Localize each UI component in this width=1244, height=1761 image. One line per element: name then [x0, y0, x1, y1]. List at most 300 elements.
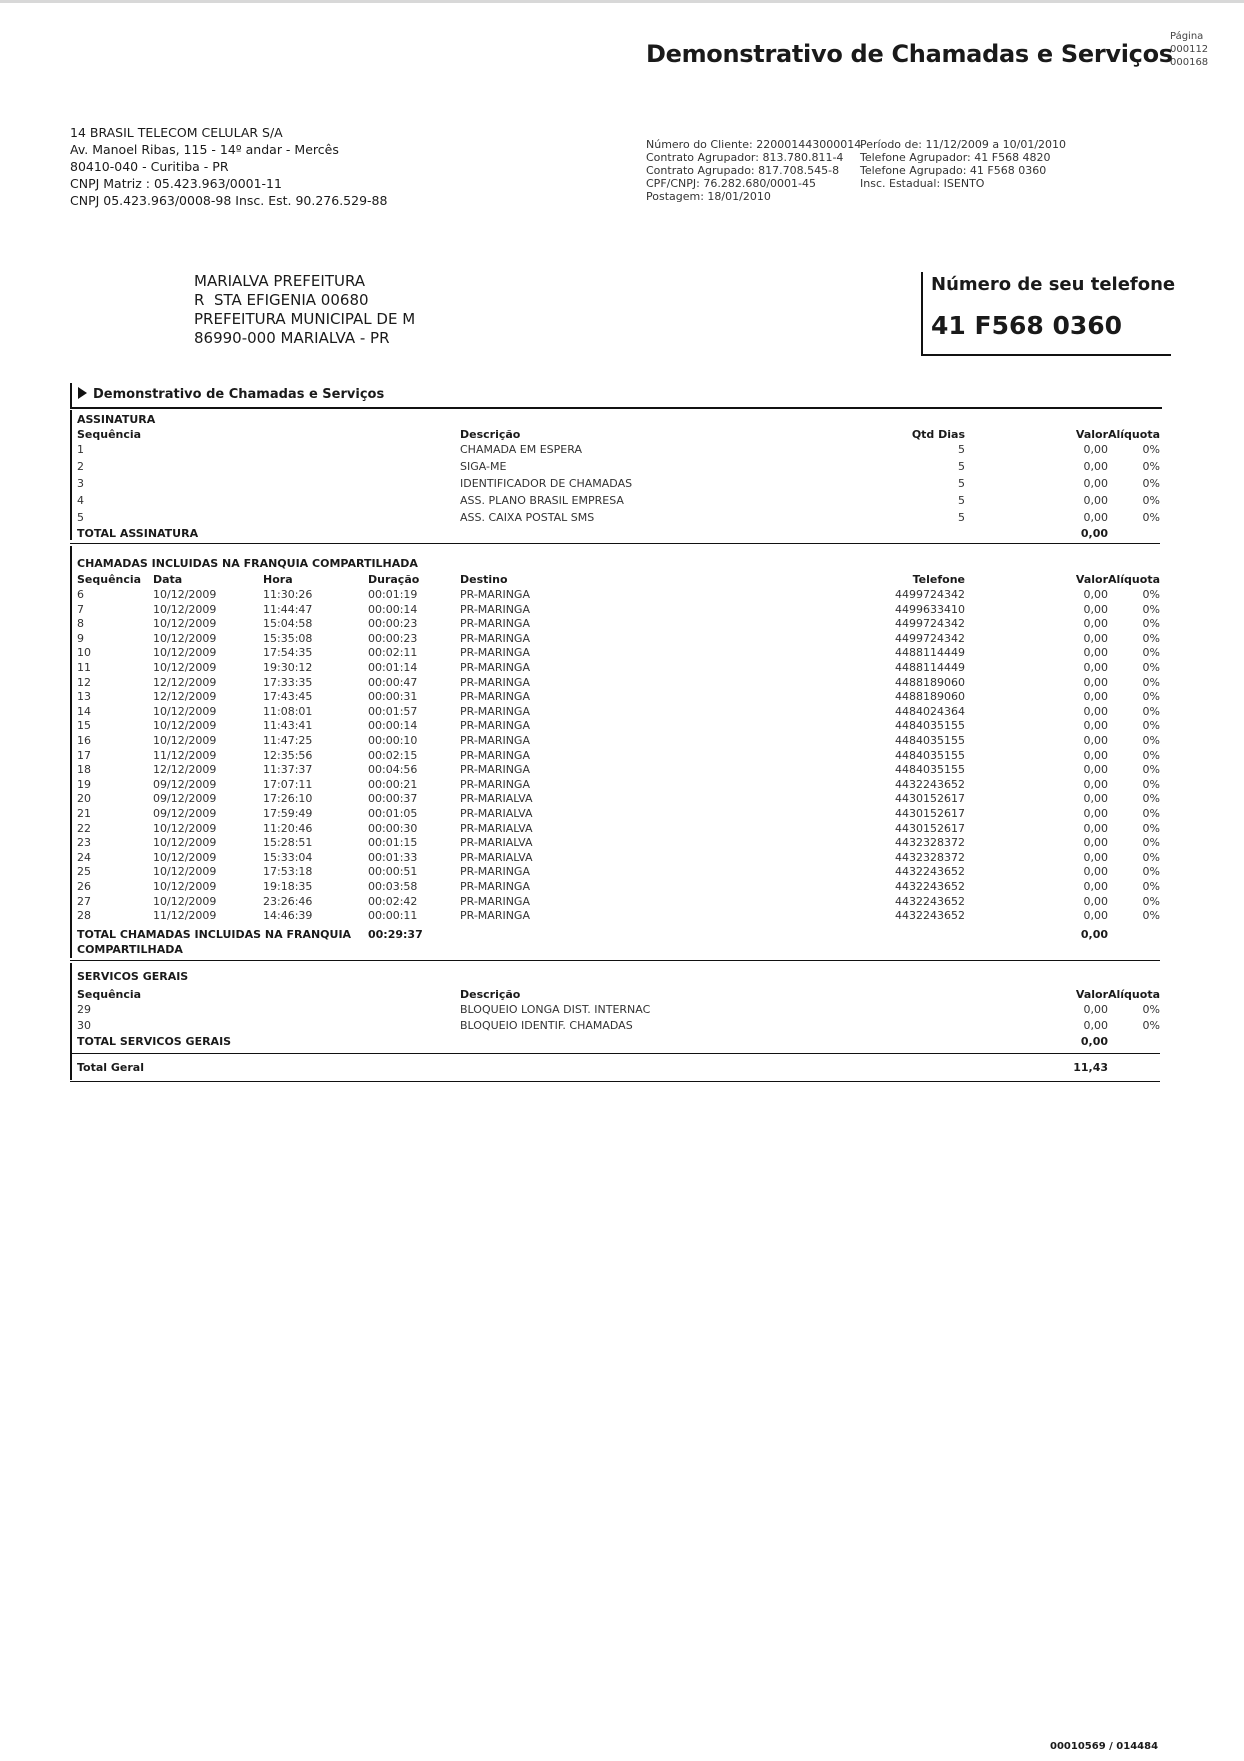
- cell-valor: 0,00: [1083, 748, 1108, 762]
- cell-telefone: 4484035155: [895, 719, 965, 733]
- col-qtd-header: Qtd Dias: [911, 428, 965, 441]
- cell-data: 10/12/2009: [153, 821, 217, 835]
- cell-seq: 1: [77, 443, 84, 456]
- cell-seq: 19: [77, 777, 91, 791]
- cell-destino: PR-MARINGA: [460, 602, 530, 616]
- cell-aliquota: 0%: [1142, 865, 1160, 879]
- table-row: [70, 510, 1160, 525]
- cell-duracao: 00:00:31: [368, 690, 418, 704]
- cell-duracao: 00:01:33: [368, 850, 418, 864]
- cell-aliquota: 0%: [1142, 748, 1160, 762]
- cell-seq: 9: [77, 631, 84, 645]
- cell-desc: BLOQUEIO LONGA DIST. INTERNAC: [460, 1003, 651, 1016]
- divider: [70, 1081, 1160, 1082]
- cell-destino: PR-MARINGA: [460, 588, 530, 601]
- cell-aliquota: 0%: [1142, 690, 1160, 704]
- client-info-line: Contrato Agrupador: 813.780.811-4: [646, 151, 844, 164]
- cell-valor: 0,00: [1083, 661, 1108, 674]
- recipient-line: MARIALVA PREFEITURA: [194, 272, 366, 290]
- cell-seq: 24: [77, 850, 91, 864]
- assinatura-total-label: TOTAL ASSINATURA: [77, 527, 199, 540]
- cell-destino: PR-MARINGA: [460, 865, 530, 879]
- cell-seq: 15: [77, 719, 91, 733]
- cell-hora: 11:37:37: [263, 763, 313, 777]
- cell-seq: 21: [77, 807, 91, 820]
- cell-desc: IDENTIFICADOR DE CHAMADAS: [460, 477, 633, 490]
- cell-data: 09/12/2009: [153, 777, 217, 791]
- divider: [70, 543, 1160, 544]
- table-row: [70, 587, 1160, 602]
- franquia-title: CHAMADAS INCLUIDAS NA FRANQUIA COMPARTILHADA: [77, 557, 418, 570]
- cell-seq: 25: [77, 865, 91, 879]
- cell-data: 10/12/2009: [153, 617, 217, 631]
- cell-data: 10/12/2009: [153, 865, 217, 879]
- cell-seq: 29: [77, 1003, 91, 1016]
- cell-hora: 12:35:56: [263, 748, 313, 762]
- cell-destino: PR-MARINGA: [460, 704, 530, 718]
- cell-telefone: 4499633410: [895, 602, 965, 616]
- cell-valor: 0,00: [1083, 880, 1108, 893]
- cell-hora: 17:33:35: [263, 675, 313, 689]
- cell-destino: PR-MARINGA: [460, 777, 530, 791]
- table-row: [70, 748, 1160, 763]
- cell-valor: 0,00: [1083, 836, 1108, 850]
- company-line: 14 BRASIL TELECOM CELULAR S/A: [70, 125, 283, 140]
- cell-duracao: 00:00:10: [368, 734, 418, 747]
- page-label: Página: [1170, 31, 1204, 42]
- table-row: [70, 806, 1160, 821]
- cell-aliquota: 0%: [1142, 631, 1160, 645]
- recipient-line: 86990-000 MARIALVA - PR: [194, 329, 390, 347]
- cell-telefone: 4432243652: [895, 865, 965, 879]
- franquia-total-row-2: [70, 942, 1160, 957]
- cell-valor: 0,00: [1083, 850, 1108, 864]
- cell-qtd: 5: [958, 477, 965, 490]
- table-row: [70, 1002, 1160, 1017]
- cell-hora: 17:07:11: [263, 777, 313, 791]
- servicos-total-row: [70, 1034, 1160, 1049]
- table-row: [70, 675, 1160, 690]
- cell-destino: PR-MARINGA: [460, 617, 530, 631]
- cell-hora: 11:20:46: [263, 821, 313, 835]
- table-row: [70, 631, 1160, 646]
- cell-data: 10/12/2009: [153, 704, 217, 718]
- cell-duracao: 00:00:47: [368, 675, 418, 689]
- franquia-total-row: [70, 927, 1160, 942]
- cell-telefone: 4499724342: [895, 617, 965, 631]
- cell-data: 10/12/2009: [153, 646, 217, 660]
- cell-seq: 27: [77, 894, 91, 908]
- cell-seq: 16: [77, 734, 91, 747]
- phone-number-box: [921, 272, 1176, 356]
- table-row: [70, 689, 1160, 704]
- franquia-total-label-2: COMPARTILHADA: [77, 943, 183, 956]
- cell-duracao: 00:00:14: [368, 719, 418, 733]
- period-info-line: Telefone Agrupado: 41 F568 0360: [860, 164, 1047, 177]
- cell-seq: 11: [77, 661, 91, 674]
- cell-valor: 0,00: [1083, 909, 1108, 923]
- table-row: [70, 476, 1160, 491]
- col-aliquota-header: Alíquota: [1108, 988, 1160, 1001]
- period-info-line: Telefone Agrupador: 41 F568 4820: [860, 151, 1051, 164]
- page-title: Demonstrativo de Chamadas e Serviços: [646, 40, 1173, 68]
- cell-hora: 17:26:10: [263, 792, 313, 806]
- cell-duracao: 00:01:19: [368, 588, 418, 601]
- client-info-line: Número do Cliente: 220001443000014: [646, 138, 862, 151]
- cell-duracao: 00:00:21: [368, 777, 418, 791]
- cell-telefone: 4432243652: [895, 894, 965, 908]
- divider: [70, 1053, 1160, 1054]
- cell-telefone: 4430152617: [895, 807, 965, 820]
- cell-destino: PR-MARINGA: [460, 909, 530, 923]
- cell-desc: ASS. CAIXA POSTAL SMS: [460, 511, 595, 524]
- col-seq-header: Sequência: [77, 988, 142, 1001]
- cell-seq: 30: [77, 1019, 91, 1032]
- cell-data: 10/12/2009: [153, 661, 217, 674]
- cell-valor: 0,00: [1083, 807, 1108, 820]
- col-destino-header: Destino: [460, 573, 508, 586]
- cell-valor: 0,00: [1083, 777, 1108, 791]
- table-row: [70, 616, 1160, 631]
- cell-telefone: 4488189060: [895, 675, 965, 689]
- cell-seq: 3: [77, 477, 84, 490]
- cell-destino: PR-MARINGA: [460, 719, 530, 733]
- cell-valor: 0,00: [1083, 719, 1108, 733]
- col-seq-header: Sequência: [77, 428, 142, 441]
- cell-duracao: 00:03:58: [368, 880, 418, 893]
- cell-seq: 5: [77, 511, 84, 524]
- cell-destino: PR-MARINGA: [460, 675, 530, 689]
- cell-destino: PR-MARIALVA: [460, 850, 533, 864]
- cell-telefone: 4484024364: [895, 704, 965, 718]
- col-valor-header: Valor: [1075, 988, 1108, 1001]
- table-row: [70, 459, 1160, 474]
- page-total: 000168: [1170, 57, 1209, 68]
- cell-aliquota: 0%: [1142, 763, 1160, 777]
- assinatura-title: ASSINATURA: [77, 413, 156, 426]
- cell-valor: 0,00: [1083, 494, 1108, 507]
- col-desc-header: Descrição: [460, 428, 521, 441]
- cell-seq: 8: [77, 617, 84, 631]
- cell-desc: CHAMADA EM ESPERA: [460, 443, 582, 456]
- cell-telefone: 4499724342: [895, 631, 965, 645]
- col-aliquota-header: Alíquota: [1108, 428, 1160, 441]
- table-row: [70, 733, 1160, 748]
- cell-data: 10/12/2009: [153, 894, 217, 908]
- table-row: [70, 762, 1160, 777]
- cell-aliquota: 0%: [1142, 894, 1160, 908]
- col-valor-header: Valor: [1075, 428, 1108, 441]
- cell-aliquota: 0%: [1142, 719, 1160, 733]
- cell-telefone: 4432243652: [895, 880, 965, 893]
- cell-duracao: 00:00:23: [368, 631, 418, 645]
- total-geral-row: [70, 1060, 1160, 1075]
- cell-destino: PR-MARIALVA: [460, 821, 533, 835]
- cell-valor: 0,00: [1083, 763, 1108, 777]
- cell-valor: 0,00: [1083, 734, 1108, 747]
- cell-valor: 0,00: [1083, 588, 1108, 601]
- cell-seq: 28: [77, 909, 91, 923]
- cell-duracao: 00:00:30: [368, 821, 418, 835]
- cell-duracao: 00:01:14: [368, 661, 418, 674]
- col-valor-header: Valor: [1075, 573, 1108, 586]
- cell-data: 09/12/2009: [153, 792, 217, 806]
- cell-aliquota: 0%: [1142, 477, 1160, 490]
- cell-aliquota: 0%: [1142, 443, 1160, 456]
- franquia-total-duration: 00:29:37: [368, 928, 423, 941]
- cell-aliquota: 0%: [1142, 588, 1160, 601]
- cell-destino: PR-MARINGA: [460, 748, 530, 762]
- footer-code: 00010569 / 014484: [1050, 1741, 1159, 1752]
- period-info-line: Período de: 11/12/2009 a 10/01/2010: [860, 138, 1067, 151]
- cell-aliquota: 0%: [1142, 836, 1160, 850]
- cell-telefone: 4432243652: [895, 777, 965, 791]
- cell-data: 10/12/2009: [153, 588, 217, 601]
- cell-data: 10/12/2009: [153, 719, 217, 733]
- cell-destino: PR-MARIALVA: [460, 807, 533, 820]
- company-line: CNPJ Matriz : 05.423.963/0001-11: [70, 176, 282, 191]
- cell-destino: PR-MARIALVA: [460, 792, 533, 806]
- cell-desc: BLOQUEIO IDENTIF. CHAMADAS: [460, 1019, 633, 1032]
- cell-telefone: 4430152617: [895, 821, 965, 835]
- recipient-address: [194, 272, 415, 348]
- table-row: [70, 791, 1160, 806]
- cell-valor: 0,00: [1083, 690, 1108, 704]
- cell-hora: 15:04:58: [263, 617, 313, 631]
- cell-hora: 17:53:18: [263, 865, 313, 879]
- cell-duracao: 00:02:42: [368, 894, 418, 908]
- cell-telefone: 4488114449: [895, 646, 965, 660]
- cell-data: 12/12/2009: [153, 675, 217, 689]
- cell-hora: 11:08:01: [263, 704, 313, 718]
- cell-hora: 19:18:35: [263, 880, 313, 893]
- cell-seq: 10: [77, 646, 91, 660]
- table-row: [70, 835, 1160, 850]
- cell-aliquota: 0%: [1142, 792, 1160, 806]
- total-geral-value: 11,43: [1073, 1061, 1108, 1074]
- table-row: [70, 602, 1160, 617]
- cell-aliquota: 0%: [1142, 460, 1160, 473]
- cell-hora: 15:28:51: [263, 836, 313, 850]
- total-geral-label: Total Geral: [77, 1061, 144, 1074]
- franquia-header-row: [70, 572, 1160, 587]
- cell-seq: 14: [77, 704, 91, 718]
- cell-valor: 0,00: [1083, 460, 1108, 473]
- col-telefone-header: Telefone: [912, 573, 965, 586]
- cell-aliquota: 0%: [1142, 777, 1160, 791]
- cell-data: 10/12/2009: [153, 880, 217, 893]
- cell-valor: 0,00: [1083, 1003, 1108, 1016]
- cell-qtd: 5: [958, 494, 965, 507]
- cell-telefone: 4484035155: [895, 763, 965, 777]
- cell-seq: 4: [77, 494, 84, 507]
- cell-hora: 15:33:04: [263, 850, 313, 864]
- cell-hora: 17:43:45: [263, 690, 313, 704]
- cell-valor: 0,00: [1083, 646, 1108, 660]
- recipient-line: R STA EFIGENIA 00680: [194, 291, 369, 309]
- page-current: 000112: [1170, 44, 1209, 55]
- period-info: [860, 138, 1066, 190]
- phone-number: 41 F568 0360: [931, 311, 1123, 340]
- cell-duracao: 00:00:51: [368, 865, 418, 879]
- cell-data: 11/12/2009: [153, 909, 217, 923]
- col-aliquota-header: Alíquota: [1108, 573, 1160, 586]
- table-row: [70, 864, 1160, 879]
- cell-seq: 7: [77, 602, 84, 616]
- section-header: [70, 383, 1162, 409]
- cell-aliquota: 0%: [1142, 675, 1160, 689]
- company-line: CNPJ 05.423.963/0008-98 Insc. Est. 90.276.529-88: [70, 193, 388, 208]
- cell-seq: 23: [77, 836, 91, 850]
- cell-telefone: 4488114449: [895, 661, 965, 674]
- cell-hora: 14:46:39: [263, 909, 313, 923]
- cell-aliquota: 0%: [1142, 1003, 1160, 1016]
- cell-aliquota: 0%: [1142, 511, 1160, 524]
- servicos-total-label: TOTAL SERVICOS GERAIS: [77, 1035, 232, 1048]
- cell-aliquota: 0%: [1142, 1019, 1160, 1032]
- phone-label: Número de seu telefone: [931, 274, 1176, 295]
- col-hora-header: Hora: [263, 573, 293, 586]
- company-address: [70, 124, 387, 209]
- cell-destino: PR-MARINGA: [460, 763, 530, 777]
- cell-aliquota: 0%: [1142, 821, 1160, 835]
- cell-hora: 15:35:08: [263, 631, 313, 645]
- table-row: [70, 821, 1160, 836]
- page-number-block: [1170, 30, 1208, 69]
- cell-destino: PR-MARINGA: [460, 631, 530, 645]
- cell-destino: PR-MARINGA: [460, 661, 530, 674]
- cell-seq: 26: [77, 880, 91, 893]
- cell-valor: 0,00: [1083, 602, 1108, 616]
- cell-data: 12/12/2009: [153, 690, 217, 704]
- table-row: [70, 850, 1160, 865]
- cell-valor: 0,00: [1083, 443, 1108, 456]
- cell-valor: 0,00: [1083, 704, 1108, 718]
- cell-telefone: 4484035155: [895, 734, 965, 747]
- cell-destino: PR-MARINGA: [460, 690, 530, 704]
- cell-seq: 20: [77, 792, 91, 806]
- triangle-right-icon: [78, 387, 87, 399]
- assinatura-header-row: [70, 427, 1160, 442]
- client-info-line: Contrato Agrupado: 817.708.545-8: [646, 164, 840, 177]
- cell-valor: 0,00: [1083, 792, 1108, 806]
- cell-qtd: 5: [958, 511, 965, 524]
- cell-seq: 17: [77, 748, 91, 762]
- cell-data: 11/12/2009: [153, 748, 217, 762]
- cell-telefone: 4484035155: [895, 748, 965, 762]
- cell-duracao: 00:00:37: [368, 792, 418, 806]
- table-row: [70, 908, 1160, 923]
- cell-hora: 17:59:49: [263, 807, 313, 820]
- cell-seq: 18: [77, 763, 91, 777]
- franquia-total-value: 0,00: [1080, 928, 1108, 941]
- servicos-title: SERVICOS GERAIS: [77, 970, 189, 983]
- table-row: [70, 1018, 1160, 1033]
- cell-duracao: 00:01:15: [368, 836, 418, 850]
- col-desc-header: Descrição: [460, 988, 521, 1001]
- cell-data: 12/12/2009: [153, 763, 217, 777]
- cell-data: 10/12/2009: [153, 850, 217, 864]
- cell-valor: 0,00: [1083, 865, 1108, 879]
- client-info-line: CPF/CNPJ: 76.282.680/0001-45: [646, 177, 816, 190]
- cell-destino: PR-MARINGA: [460, 894, 530, 908]
- cell-hora: 23:26:46: [263, 894, 313, 908]
- cell-telefone: 4432328372: [895, 836, 965, 850]
- cell-telefone: 4430152617: [895, 792, 965, 806]
- cell-valor: 0,00: [1083, 1019, 1108, 1032]
- cell-data: 10/12/2009: [153, 836, 217, 850]
- col-duracao-header: Duração: [368, 573, 420, 586]
- cell-aliquota: 0%: [1142, 646, 1160, 660]
- cell-telefone: 4432243652: [895, 909, 965, 923]
- cell-aliquota: 0%: [1142, 602, 1160, 616]
- cell-qtd: 5: [958, 443, 965, 456]
- franquia-total-label: TOTAL CHAMADAS INCLUIDAS NA FRANQUIA: [77, 928, 352, 941]
- cell-valor: 0,00: [1083, 477, 1108, 490]
- col-data-header: Data: [153, 573, 183, 586]
- cell-valor: 0,00: [1083, 631, 1108, 645]
- cell-aliquota: 0%: [1142, 880, 1160, 893]
- cell-seq: 22: [77, 821, 91, 835]
- servicos-total-value: 0,00: [1080, 1035, 1108, 1048]
- cell-hora: 11:30:26: [263, 588, 313, 601]
- cell-duracao: 00:00:14: [368, 602, 418, 616]
- servicos-header-row: [70, 987, 1160, 1002]
- cell-qtd: 5: [958, 460, 965, 473]
- cell-desc: SIGA-ME: [460, 460, 507, 473]
- cell-desc: ASS. PLANO BRASIL EMPRESA: [460, 494, 624, 507]
- recipient-line: PREFEITURA MUNICIPAL DE M: [194, 310, 416, 328]
- table-row: [70, 704, 1160, 719]
- table-row: [70, 894, 1160, 909]
- cell-data: 09/12/2009: [153, 807, 217, 820]
- cell-seq: 6: [77, 588, 84, 601]
- cell-telefone: 4432328372: [895, 850, 965, 864]
- table-row: [70, 442, 1160, 457]
- divider: [70, 960, 1160, 961]
- cell-seq: 2: [77, 460, 84, 473]
- cell-duracao: 00:01:57: [368, 704, 418, 718]
- cell-telefone: 4488189060: [895, 690, 965, 704]
- client-info: [646, 138, 861, 203]
- cell-duracao: 00:04:56: [368, 763, 418, 777]
- cell-destino: PR-MARINGA: [460, 646, 530, 660]
- cell-aliquota: 0%: [1142, 704, 1160, 718]
- cell-hora: 11:44:47: [263, 602, 313, 616]
- cell-seq: 12: [77, 675, 91, 689]
- cell-aliquota: 0%: [1142, 661, 1160, 674]
- section-title: Demonstrativo de Chamadas e Serviços: [93, 387, 385, 402]
- table-row: [70, 645, 1160, 660]
- cell-hora: 19:30:12: [263, 661, 313, 674]
- cell-data: 10/12/2009: [153, 602, 217, 616]
- cell-telefone: 4499724342: [895, 588, 965, 601]
- cell-aliquota: 0%: [1142, 617, 1160, 631]
- cell-hora: 11:43:41: [263, 719, 313, 733]
- cell-valor: 0,00: [1083, 894, 1108, 908]
- client-info-line: Postagem: 18/01/2010: [646, 190, 771, 203]
- cell-aliquota: 0%: [1142, 807, 1160, 820]
- table-row: [70, 718, 1160, 733]
- cell-destino: PR-MARINGA: [460, 734, 530, 747]
- table-row: [70, 879, 1160, 894]
- cell-seq: 13: [77, 690, 91, 704]
- scan-edge: [0, 0, 1244, 3]
- cell-aliquota: 0%: [1142, 494, 1160, 507]
- cell-data: 10/12/2009: [153, 734, 217, 747]
- cell-data: 10/12/2009: [153, 631, 217, 645]
- table-row: [70, 777, 1160, 792]
